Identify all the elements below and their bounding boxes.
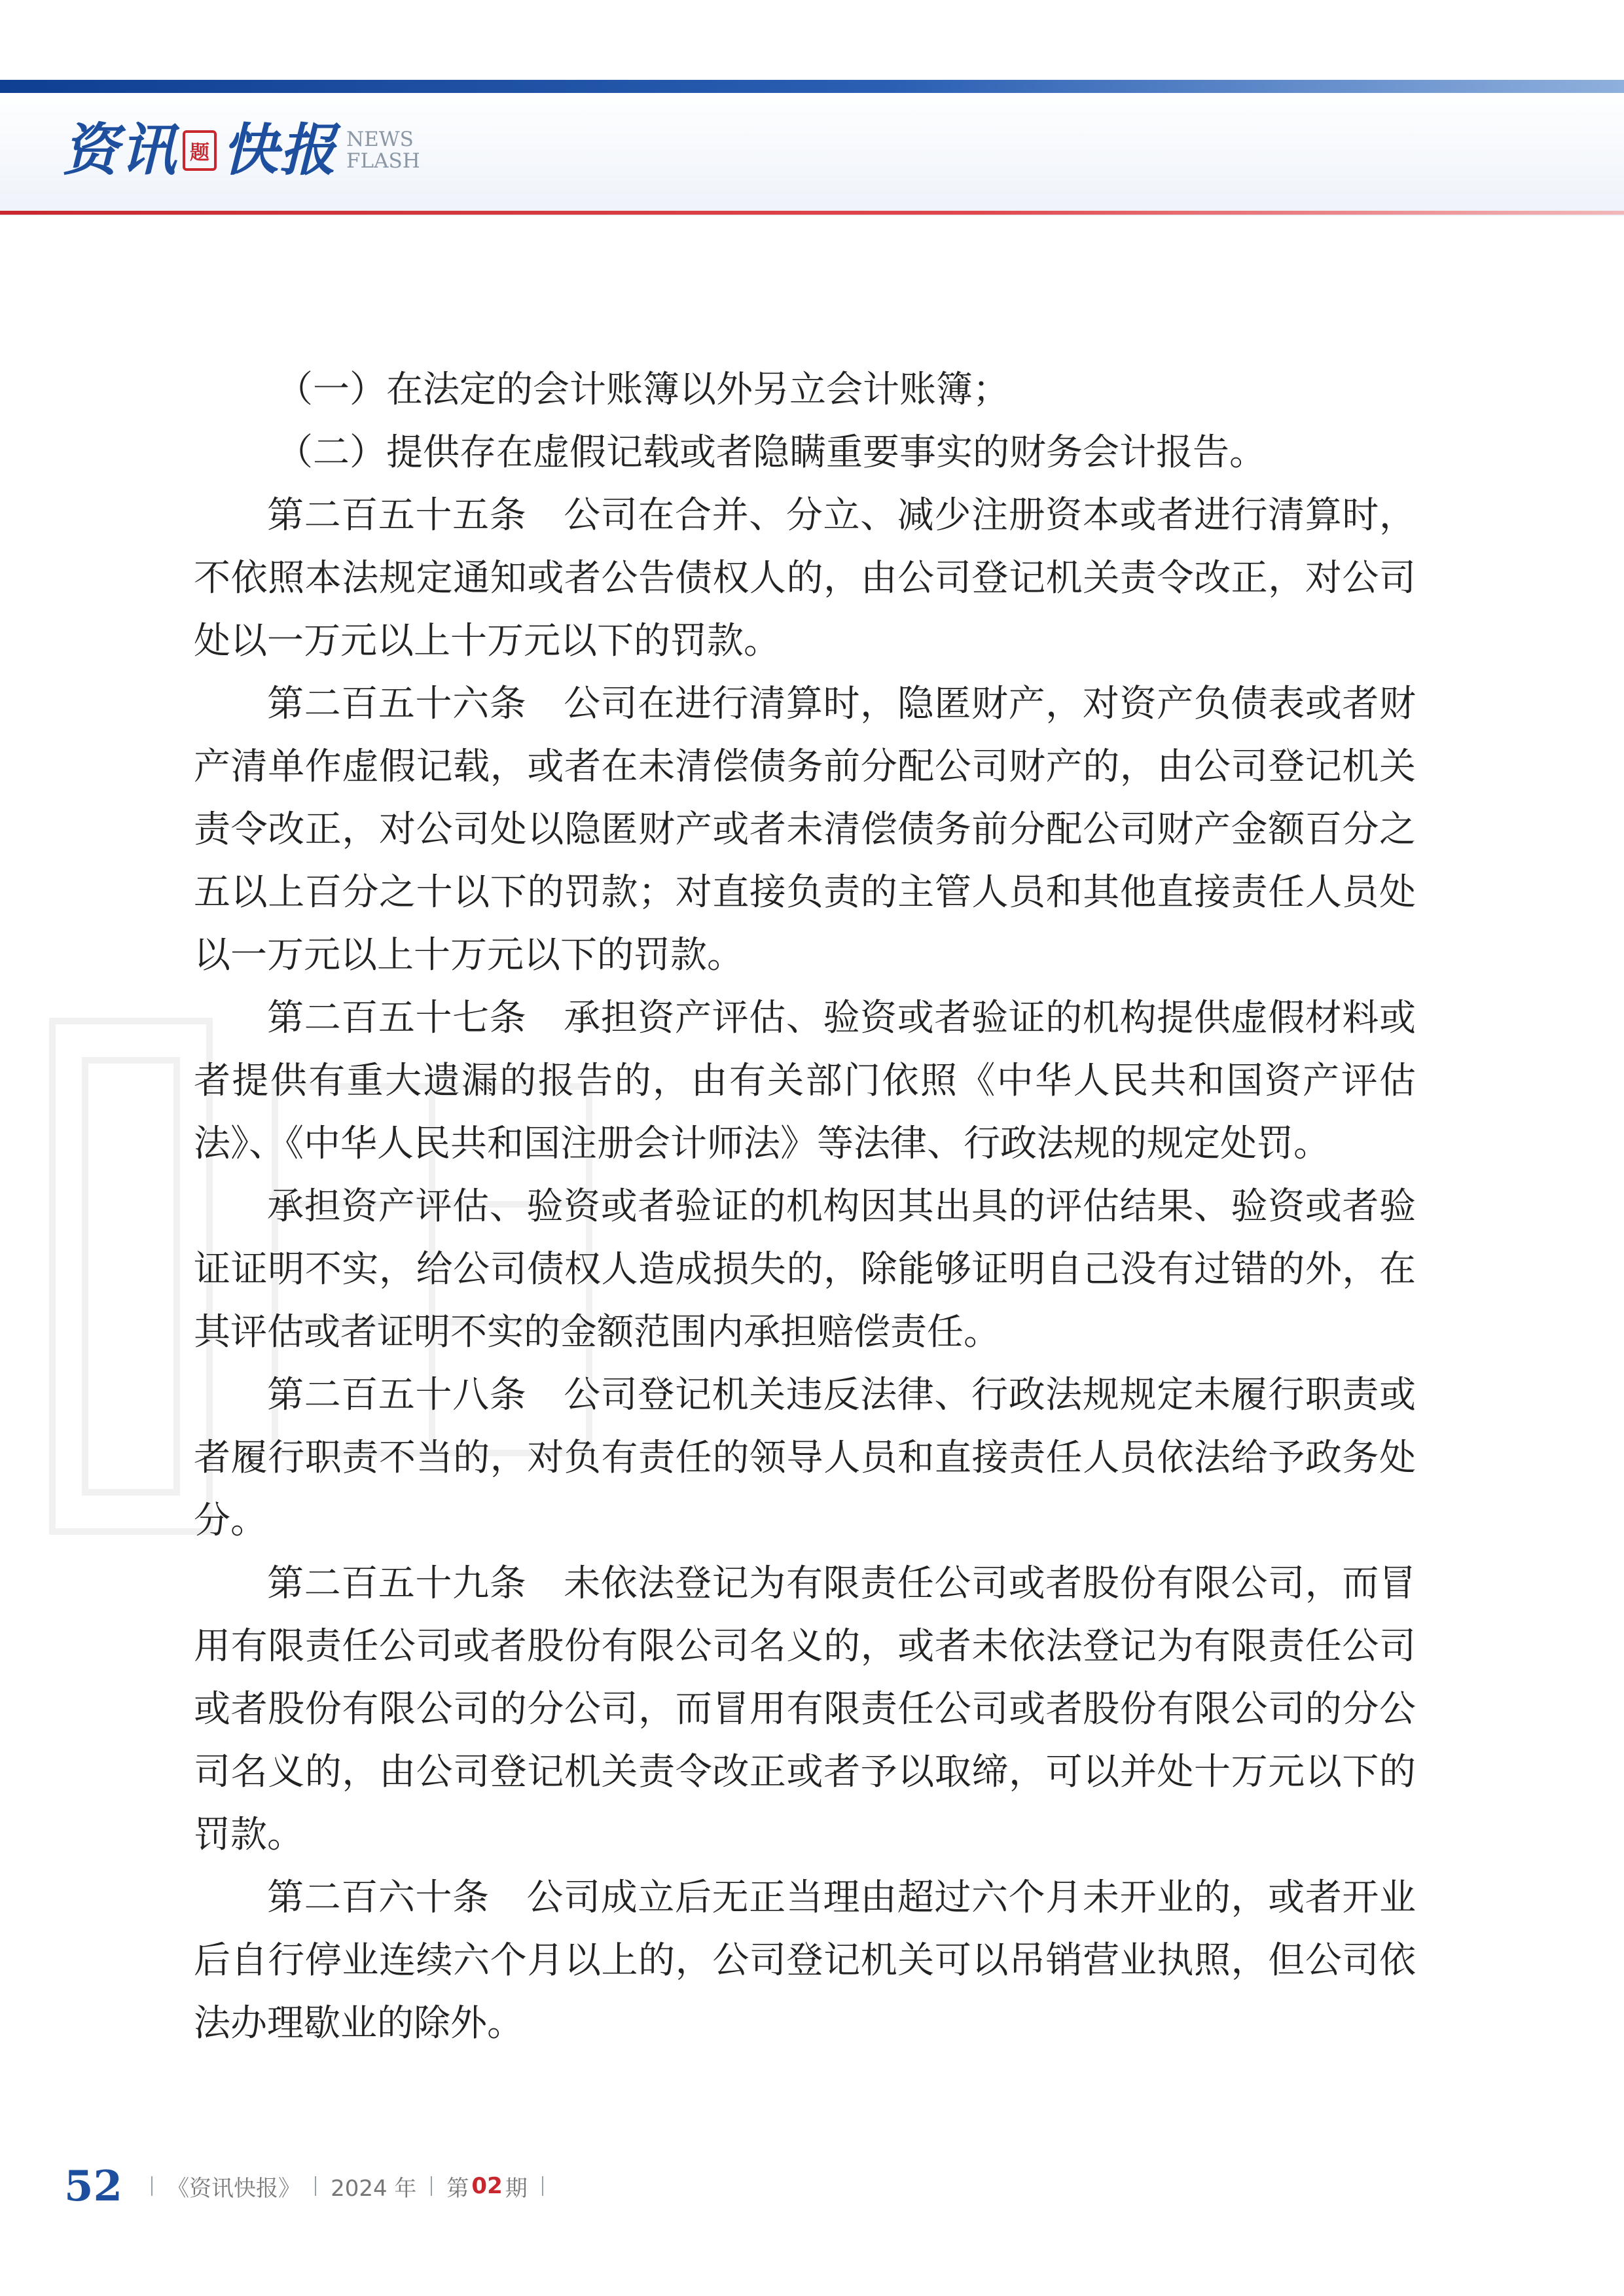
logo-seal-icon: 题 (183, 130, 217, 171)
footer-separator (542, 2176, 543, 2196)
logo-text-right: 快报 (222, 117, 337, 183)
publication-logo (62, 111, 420, 190)
article-paragraph: （二）提供存在虚假记载或者隐瞒重要事实的财务会计报告。 (276, 431, 1266, 474)
logo-english-line-1: NEWS (346, 128, 414, 152)
logo-english-line-2: FLASH (346, 149, 420, 173)
page-number: 52 (64, 2161, 123, 2211)
footer-issue-suffix: 期 (505, 2175, 528, 2202)
article-paragraph: （一）在法定的会计账簿以外另立会计账簿； (276, 368, 1009, 411)
article-body (194, 359, 1416, 2055)
header-divider-line (0, 211, 1624, 215)
article-paragraph: 第二百五十八条 公司登记机关违反法律、行政法规规定未履行职责或者履行职责不当的，对负有责任的领导人员和直接责任人员依法给予政务处分。 (194, 1374, 1416, 1542)
article-paragraph: 第二百六十条 公司成立后无正当理由超过六个月未开业的，或者开业后自行停业连续六个月以上的，公司登记机关可以吊销营业执照，但公司依法办理歇业的除外。 (194, 1876, 1416, 2045)
footer-separator (315, 2176, 316, 2196)
footer-publication-name: 《资讯快报》 (167, 2175, 301, 2202)
footer-issue-number: 02 (471, 2173, 503, 2199)
article-paragraph: 第二百五十六条 公司在进行清算时，隐匿财产，对资产负债表或者财产清单作虚假记载，或者在未清偿债务前分配公司财产的，由公司登记机关责令改正，对公司处以隐匿财产或者未清偿债务前分配公司财产金额百分之五以上百分之十以下的罚款；对直接负责的主管人员和其他直接责任人员处以一万元以上十万元以下的罚款。 (194, 683, 1416, 977)
article-paragraph: 第二百五十九条 未依法登记为有限责任公司或者股份有限公司，而冒用有限责任公司或者股份有限公司名义的，或者未依法登记为有限责任公司或者股份有限公司的分公司，而冒用有限责任公司或者股份有限公司的分公司名义的，由公司登记机关责令改正或者予以取缔，可以并处十万元以下的罚款。 (194, 1562, 1416, 1856)
header-top-bar (0, 80, 1624, 93)
footer-year: 2024 年 (331, 2175, 417, 2202)
article-paragraph: 第二百五十五条 公司在合并、分立、减少注册资本或者进行清算时，不依照本法规定通知或者公告债权人的，由公司登记机关责令改正，对公司处以一万元以上十万元以下的罚款。 (194, 494, 1416, 662)
footer-issue-prefix: 第 (446, 2175, 469, 2202)
logo-text-left: 资讯 (62, 117, 177, 183)
article-paragraph: 第二百五十七条 承担资产评估、验资或者验证的机构提供虚假材料或者提供有重大遗漏的报告的，由有关部门依照《中华人民共和国资产评估法》、《中华人民共和国注册会计师法》等法律、行政法规的规定处罚。 (194, 997, 1416, 1165)
article-paragraph: 承担资产评估、验资或者验证的机构因其出具的评估结果、验资或者验证证明不实，给公司债权人造成损失的，除能够证明自己没有过错的外，在其评估或者证明不实的金额范围内承担赔偿责任。 (194, 1185, 1416, 1354)
footer-separator (431, 2176, 432, 2196)
footer-separator (151, 2176, 153, 2196)
page-footer (64, 2160, 558, 2212)
logo-english-subtitle (346, 129, 420, 171)
